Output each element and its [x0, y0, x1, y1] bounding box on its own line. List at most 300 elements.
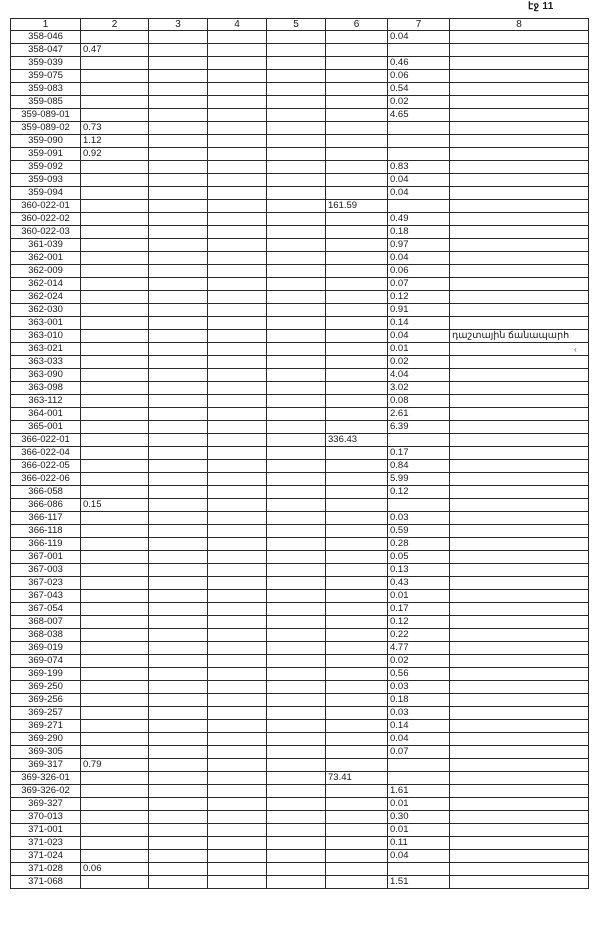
- col-3-cell: [149, 187, 208, 200]
- col-4-cell: [208, 278, 267, 291]
- col-5-cell: [267, 772, 326, 785]
- col-3-cell: [149, 83, 208, 96]
- col-8-cell: [450, 772, 589, 785]
- col-5-cell: [267, 265, 326, 278]
- col-6-cell: [326, 720, 388, 733]
- col-8-cell: [450, 161, 589, 174]
- parcel-code-cell: 367-001: [11, 551, 81, 564]
- col-2-cell: [81, 174, 149, 187]
- column-header: 1: [11, 19, 81, 31]
- col-4-cell: [208, 681, 267, 694]
- col-5-cell: [267, 655, 326, 668]
- col-8-cell: [450, 109, 589, 122]
- col-5-cell: [267, 421, 326, 434]
- col-4-cell: [208, 148, 267, 161]
- col-4-cell: [208, 265, 267, 278]
- col-7-cell: [388, 759, 450, 772]
- col-4-cell: [208, 304, 267, 317]
- col-7-cell: 0.06: [388, 70, 450, 83]
- table-row: [11, 772, 589, 785]
- col-6-cell: [326, 57, 388, 70]
- col-2-cell: [81, 564, 149, 577]
- col-4-cell: [208, 707, 267, 720]
- col-4-cell: [208, 200, 267, 213]
- col-3-cell: [149, 278, 208, 291]
- col-7-cell: 0.05: [388, 551, 450, 564]
- col-3-cell: [149, 421, 208, 434]
- parcel-code-cell: 358-046: [11, 31, 81, 44]
- col-2-cell: [81, 772, 149, 785]
- table-row: [11, 239, 589, 252]
- col-7-cell: [388, 122, 450, 135]
- col-5-cell: [267, 486, 326, 499]
- col-2-cell: [81, 512, 149, 525]
- table-row: [11, 590, 589, 603]
- parcel-code-cell: 359-083: [11, 83, 81, 96]
- col-2-cell: 0.47: [81, 44, 149, 57]
- table-row: [11, 629, 589, 642]
- table-row: [11, 265, 589, 278]
- col-7-cell: 0.02: [388, 655, 450, 668]
- parcel-code-cell: 361-039: [11, 239, 81, 252]
- parcel-code-cell: 359-092: [11, 161, 81, 174]
- col-6-cell: [326, 109, 388, 122]
- page-label: էջ 11: [528, 1, 554, 12]
- col-2-cell: [81, 252, 149, 265]
- table-row: [11, 278, 589, 291]
- parcel-code-cell: 370-013: [11, 811, 81, 824]
- table-row: [11, 733, 589, 746]
- col-2-cell: [81, 421, 149, 434]
- col-4-cell: [208, 57, 267, 70]
- col-8-cell: [450, 239, 589, 252]
- col-3-cell: [149, 265, 208, 278]
- col-6-cell: [326, 863, 388, 876]
- col-4-cell: [208, 408, 267, 421]
- col-5-cell: [267, 122, 326, 135]
- table-row: [11, 421, 589, 434]
- col-5-cell: [267, 681, 326, 694]
- col-3-cell: [149, 434, 208, 447]
- column-header: 5: [267, 19, 326, 31]
- parcel-code-cell: 362-030: [11, 304, 81, 317]
- col-8-cell: [450, 798, 589, 811]
- col-2-cell: [81, 785, 149, 798]
- col-5-cell: [267, 291, 326, 304]
- col-6-cell: [326, 213, 388, 226]
- table-row: [11, 226, 589, 239]
- col-5-cell: [267, 603, 326, 616]
- col-8-cell: [450, 473, 589, 486]
- table-row: [11, 356, 589, 369]
- col-7-cell: 0.84: [388, 460, 450, 473]
- parcel-code-cell: 359-075: [11, 70, 81, 83]
- col-8-cell: [450, 213, 589, 226]
- col-6-cell: [326, 590, 388, 603]
- col-8-cell: [450, 824, 589, 837]
- col-2-cell: [81, 343, 149, 356]
- col-7-cell: 4.77: [388, 642, 450, 655]
- col-6-cell: [326, 551, 388, 564]
- col-2-cell: [81, 291, 149, 304]
- col-3-cell: [149, 512, 208, 525]
- col-7-cell: 0.56: [388, 668, 450, 681]
- col-6-cell: [326, 44, 388, 57]
- col-3-cell: [149, 655, 208, 668]
- col-3-cell: [149, 317, 208, 330]
- col-6-cell: [326, 473, 388, 486]
- col-8-cell: [450, 265, 589, 278]
- table-row: [11, 603, 589, 616]
- col-6-cell: [326, 460, 388, 473]
- table-row: [11, 96, 589, 109]
- table-row: [11, 187, 589, 200]
- parcel-code-cell: 369-019: [11, 642, 81, 655]
- col-7-cell: [388, 434, 450, 447]
- col-6-cell: [326, 31, 388, 44]
- col-3-cell: [149, 356, 208, 369]
- parcel-code-cell: 365-001: [11, 421, 81, 434]
- col-6-cell: [326, 369, 388, 382]
- col-8-cell: [450, 694, 589, 707]
- col-4-cell: [208, 720, 267, 733]
- col-5-cell: [267, 382, 326, 395]
- parcel-code-cell: 363-090: [11, 369, 81, 382]
- col-3-cell: [149, 213, 208, 226]
- col-4-cell: [208, 239, 267, 252]
- col-8-cell: [450, 876, 589, 889]
- col-6-cell: 161.59: [326, 200, 388, 213]
- col-2-cell: [81, 603, 149, 616]
- col-6-cell: [326, 642, 388, 655]
- col-5-cell: [267, 720, 326, 733]
- col-8-cell: [450, 369, 589, 382]
- col-4-cell: [208, 161, 267, 174]
- parcel-code-cell: 359-093: [11, 174, 81, 187]
- col-3-cell: [149, 226, 208, 239]
- col-3-cell: [149, 31, 208, 44]
- col-3-cell: [149, 733, 208, 746]
- parcel-code-cell: 366-022-04: [11, 447, 81, 460]
- col-6-cell: [326, 278, 388, 291]
- col-5-cell: [267, 876, 326, 889]
- table-row: [11, 876, 589, 889]
- parcel-code-cell: 367-054: [11, 603, 81, 616]
- col-8-cell: [450, 499, 589, 512]
- col-6-cell: [326, 317, 388, 330]
- col-2-cell: 0.15: [81, 499, 149, 512]
- col-7-cell: 4.04: [388, 369, 450, 382]
- col-3-cell: [149, 135, 208, 148]
- table-row: [11, 395, 589, 408]
- col-5-cell: [267, 538, 326, 551]
- col-3-cell: [149, 681, 208, 694]
- col-2-cell: [81, 31, 149, 44]
- parcel-code-cell: 371-024: [11, 850, 81, 863]
- col-7-cell: 5.99: [388, 473, 450, 486]
- col-5-cell: [267, 213, 326, 226]
- col-5-cell: [267, 512, 326, 525]
- margin-mark: ‹: [574, 345, 577, 354]
- col-7-cell: 0.59: [388, 525, 450, 538]
- col-7-cell: 0.30: [388, 811, 450, 824]
- table-row: [11, 642, 589, 655]
- col-8-cell: [450, 681, 589, 694]
- col-7-cell: [388, 863, 450, 876]
- table-row: [11, 759, 589, 772]
- col-3-cell: [149, 44, 208, 57]
- col-4-cell: [208, 343, 267, 356]
- col-5-cell: [267, 590, 326, 603]
- col-3-cell: [149, 876, 208, 889]
- col-3-cell: [149, 772, 208, 785]
- col-4-cell: [208, 850, 267, 863]
- col-2-cell: [81, 837, 149, 850]
- col-4-cell: [208, 863, 267, 876]
- table-row: [11, 668, 589, 681]
- col-5-cell: [267, 31, 326, 44]
- col-4-cell: [208, 876, 267, 889]
- col-4-cell: [208, 538, 267, 551]
- col-7-cell: 0.83: [388, 161, 450, 174]
- col-8-cell: [450, 174, 589, 187]
- col-7-cell: 0.18: [388, 694, 450, 707]
- col-7-cell: [388, 499, 450, 512]
- parcel-code-cell: 363-001: [11, 317, 81, 330]
- col-6-cell: [326, 382, 388, 395]
- col-4-cell: [208, 811, 267, 824]
- col-5-cell: [267, 161, 326, 174]
- parcel-code-cell: 359-039: [11, 57, 81, 70]
- col-3-cell: [149, 148, 208, 161]
- table-row: [11, 564, 589, 577]
- col-7-cell: 0.01: [388, 343, 450, 356]
- col-3-cell: [149, 811, 208, 824]
- col-5-cell: [267, 226, 326, 239]
- col-6-cell: [326, 707, 388, 720]
- col-3-cell: [149, 759, 208, 772]
- parcel-code-cell: 369-326-01: [11, 772, 81, 785]
- col-6-cell: [326, 161, 388, 174]
- parcel-code-cell: 368-007: [11, 616, 81, 629]
- parcel-code-cell: 371-001: [11, 824, 81, 837]
- col-8-cell: [450, 135, 589, 148]
- col-4-cell: [208, 824, 267, 837]
- col-7-cell: 0.28: [388, 538, 450, 551]
- col-6-cell: [326, 616, 388, 629]
- col-8-cell: [450, 96, 589, 109]
- col-7-cell: 0.97: [388, 239, 450, 252]
- col-6-cell: [326, 785, 388, 798]
- parcel-code-cell: 369-271: [11, 720, 81, 733]
- col-6-cell: [326, 304, 388, 317]
- col-7-cell: 0.08: [388, 395, 450, 408]
- col-7-cell: [388, 772, 450, 785]
- col-4-cell: [208, 369, 267, 382]
- table-row: [11, 122, 589, 135]
- col-8-cell: [450, 460, 589, 473]
- col-5-cell: [267, 642, 326, 655]
- table-row: [11, 135, 589, 148]
- col-3-cell: [149, 96, 208, 109]
- col-6-cell: [326, 577, 388, 590]
- col-8-cell: [450, 122, 589, 135]
- col-7-cell: 0.01: [388, 798, 450, 811]
- col-6-cell: [326, 408, 388, 421]
- col-4-cell: [208, 421, 267, 434]
- col-7-cell: 0.04: [388, 733, 450, 746]
- col-8-cell: [450, 655, 589, 668]
- col-7-cell: 0.22: [388, 629, 450, 642]
- col-3-cell: [149, 109, 208, 122]
- col-4-cell: [208, 434, 267, 447]
- parcel-code-cell: 362-001: [11, 252, 81, 265]
- table-row: [11, 434, 589, 447]
- table-row: [11, 551, 589, 564]
- col-3-cell: [149, 239, 208, 252]
- parcel-code-cell: 362-024: [11, 291, 81, 304]
- col-4-cell: [208, 551, 267, 564]
- col-7-cell: 0.17: [388, 603, 450, 616]
- col-8-cell: [450, 863, 589, 876]
- col-4-cell: [208, 395, 267, 408]
- col-8-cell: [450, 343, 589, 356]
- col-7-cell: 0.18: [388, 226, 450, 239]
- col-3-cell: [149, 837, 208, 850]
- table-row: [11, 252, 589, 265]
- table-body: [11, 31, 589, 889]
- col-4-cell: [208, 44, 267, 57]
- col-7-cell: 1.51: [388, 876, 450, 889]
- table-row: [11, 824, 589, 837]
- col-7-cell: 1.61: [388, 785, 450, 798]
- table-row: [11, 811, 589, 824]
- col-3-cell: [149, 174, 208, 187]
- parcel-code-cell: 367-043: [11, 590, 81, 603]
- col-2-cell: [81, 538, 149, 551]
- parcel-code-cell: 369-327: [11, 798, 81, 811]
- col-4-cell: [208, 460, 267, 473]
- col-4-cell: [208, 746, 267, 759]
- col-2-cell: [81, 317, 149, 330]
- col-2-cell: [81, 200, 149, 213]
- col-3-cell: [149, 707, 208, 720]
- col-2-cell: [81, 408, 149, 421]
- col-8-cell: [450, 850, 589, 863]
- col-3-cell: [149, 304, 208, 317]
- table-row: [11, 408, 589, 421]
- col-6-cell: [326, 512, 388, 525]
- col-2-cell: [81, 382, 149, 395]
- col-7-cell: 0.04: [388, 174, 450, 187]
- col-4-cell: [208, 31, 267, 44]
- col-5-cell: [267, 733, 326, 746]
- col-7-cell: 0.12: [388, 616, 450, 629]
- col-5-cell: [267, 577, 326, 590]
- col-3-cell: [149, 590, 208, 603]
- col-8-cell: [450, 538, 589, 551]
- col-2-cell: [81, 395, 149, 408]
- col-8-cell: [450, 148, 589, 161]
- col-5-cell: [267, 837, 326, 850]
- col-2-cell: [81, 642, 149, 655]
- col-4-cell: [208, 512, 267, 525]
- col-2-cell: [81, 616, 149, 629]
- col-8-cell: [450, 603, 589, 616]
- col-8-cell: [450, 395, 589, 408]
- col-3-cell: [149, 291, 208, 304]
- table-row: [11, 109, 589, 122]
- col-3-cell: [149, 161, 208, 174]
- table-row: [11, 720, 589, 733]
- col-7-cell: 0.03: [388, 707, 450, 720]
- col-3-cell: [149, 642, 208, 655]
- parcel-code-cell: 371-028: [11, 863, 81, 876]
- parcel-code-cell: 362-014: [11, 278, 81, 291]
- col-5-cell: [267, 694, 326, 707]
- col-4-cell: [208, 330, 267, 343]
- col-2-cell: [81, 226, 149, 239]
- parcel-code-cell: 366-118: [11, 525, 81, 538]
- table-row: [11, 369, 589, 382]
- col-3-cell: [149, 824, 208, 837]
- col-5-cell: [267, 44, 326, 57]
- table-row: [11, 798, 589, 811]
- col-7-cell: 0.04: [388, 850, 450, 863]
- col-5-cell: [267, 473, 326, 486]
- col-2-cell: [81, 811, 149, 824]
- table-row: [11, 577, 589, 590]
- table-row: [11, 616, 589, 629]
- col-4-cell: [208, 135, 267, 148]
- col-2-cell: [81, 746, 149, 759]
- table-row: [11, 837, 589, 850]
- table-row: [11, 148, 589, 161]
- col-3-cell: [149, 486, 208, 499]
- col-6-cell: [326, 733, 388, 746]
- col-2-cell: [81, 655, 149, 668]
- col-2-cell: 0.73: [81, 122, 149, 135]
- col-3-cell: [149, 668, 208, 681]
- col-8-cell: [450, 252, 589, 265]
- col-3-cell: [149, 603, 208, 616]
- parcel-code-cell: 359-089-02: [11, 122, 81, 135]
- col-6-cell: [326, 395, 388, 408]
- col-6-cell: [326, 239, 388, 252]
- table-row: [11, 291, 589, 304]
- col-7-cell: 0.03: [388, 681, 450, 694]
- parcel-code-cell: 366-022-05: [11, 460, 81, 473]
- col-5-cell: [267, 174, 326, 187]
- parcel-code-cell: 369-074: [11, 655, 81, 668]
- col-8-cell: [450, 785, 589, 798]
- col-5-cell: [267, 434, 326, 447]
- col-4-cell: [208, 759, 267, 772]
- col-6-cell: [326, 499, 388, 512]
- col-3-cell: [149, 382, 208, 395]
- table-row: [11, 525, 589, 538]
- parcel-code-cell: 369-305: [11, 746, 81, 759]
- col-2-cell: [81, 356, 149, 369]
- col-4-cell: [208, 473, 267, 486]
- parcel-code-cell: 359-089-01: [11, 109, 81, 122]
- col-8-cell: [450, 525, 589, 538]
- table-row: [11, 343, 589, 356]
- parcel-code-cell: 359-090: [11, 135, 81, 148]
- col-6-cell: [326, 252, 388, 265]
- col-4-cell: [208, 226, 267, 239]
- col-8-cell: [450, 44, 589, 57]
